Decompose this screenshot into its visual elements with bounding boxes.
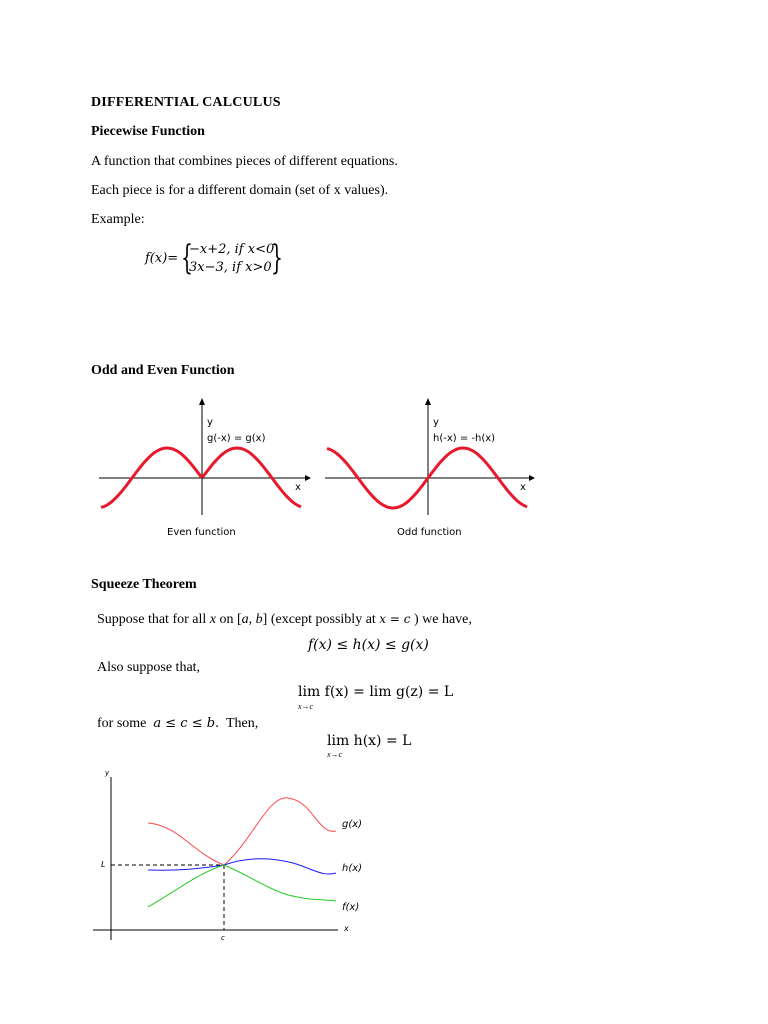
intro-x: x [209,612,216,627]
piecewise-formula [143,240,303,280]
h-label: h(x) [342,863,363,874]
even-x-arrow [305,475,311,481]
odd-y-arrow [425,398,431,405]
odd-even-figure [95,395,535,545]
then-text: Then, [225,716,259,731]
L-label: L [101,860,106,869]
limit-conclusion: lim h(x) = L [327,733,412,749]
squeeze-inequality: f(x) ≤ h(x) ≤ g(x) [308,637,429,653]
odd-curve [327,448,527,508]
limit-conclusion-sub: x→c [327,750,343,759]
squeeze-x-label: x [344,924,349,933]
intro-text-d: ) we have, [413,612,472,627]
limit-hypothesis-sub: x→c [298,702,314,711]
c-label: c [221,934,225,942]
odd-x-label: x [520,482,526,493]
odd-equation: h(-x) = -h(x) [433,433,496,444]
piecewise-line-1: A function that combines pieces of different equations. [91,154,398,169]
piecewise-line-2: Each piece is for a different domain (set of x values). [91,183,389,198]
g-label: g(x) [342,819,363,830]
also-suppose: Also suppose that, [97,660,201,675]
formula-lhs: f(x)= [145,251,179,266]
even-function-graph [99,398,311,538]
g-curve [148,798,336,865]
f-curve [148,865,336,907]
squeeze-graph [88,765,388,945]
right-brace: } [271,238,283,278]
even-y-arrow [199,398,205,405]
intro-x-equals-c: x = c [379,612,411,626]
odd-even-heading: Odd and Even Function [91,363,235,378]
squeeze-y-label: y [105,769,110,777]
odd-y-label: y [433,417,439,428]
even-curve [101,448,301,508]
odd-caption: Odd function [397,527,462,538]
for-some-text: for some [97,716,147,731]
intro-text-b: on [ [219,612,242,627]
left-brace: { [181,238,193,278]
for-some-inequality: a ≤ c ≤ b. [153,716,220,731]
intro-interval: a, b [241,612,263,627]
example-label: Example: [91,212,145,227]
intro-text-c: ] (except possibly at [262,612,376,627]
squeeze-heading: Squeeze Theorem [91,577,197,592]
for-some-line [97,716,258,732]
formula-case-1: −x+2, if x<0 [189,242,275,257]
even-caption: Even function [167,527,236,538]
limit-hypothesis: lim f(x) = lim g(z) = L [298,684,454,700]
even-equation: g(-x) = g(x) [207,433,266,444]
odd-function-graph [325,398,535,538]
piecewise-heading: Piecewise Function [91,124,205,139]
even-y-label: y [207,417,213,428]
squeeze-intro [97,612,472,628]
even-x-label: x [295,482,301,493]
page-title: DIFFERENTIAL CALCULUS [91,95,281,110]
h-curve [148,859,336,874]
odd-x-arrow [529,475,535,481]
f-label: f(x) [342,902,360,913]
intro-text-a: Suppose that for all [97,612,207,627]
formula-case-2: 3x−3, if x>0 [189,260,272,275]
